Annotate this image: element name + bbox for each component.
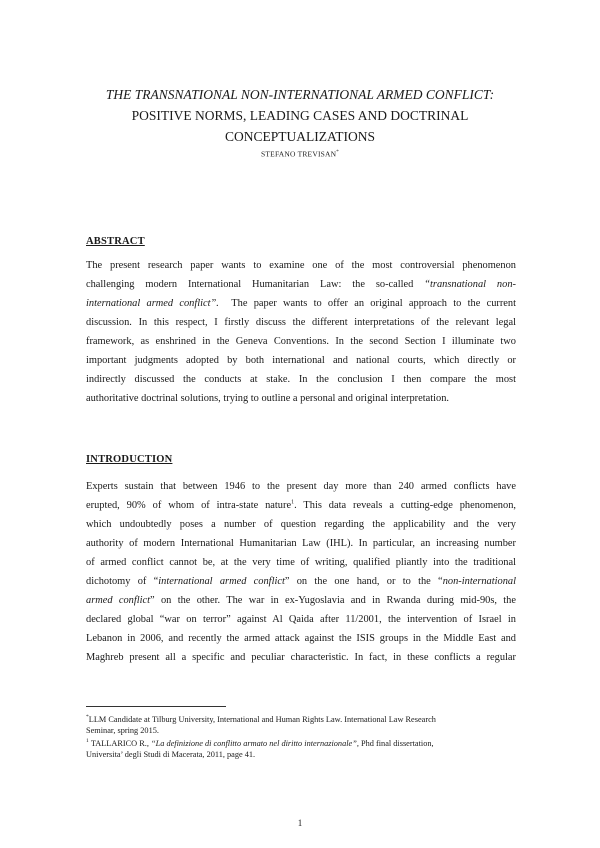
paper-title-line-2: POSITIVE NORMS, LEADING CASES AND DOCTRINAL <box>131 108 469 123</box>
footnote-separator <box>86 706 226 707</box>
intro-text: dichotomy of “ <box>86 576 159 587</box>
footnote-1-mark: 1 <box>86 737 89 744</box>
abstract-line: indirectly discussed the conducts at stake. In the conclusion I then compare the most <box>86 374 516 385</box>
title-block <box>60 84 540 160</box>
abstract-heading: ABSTRACT <box>86 236 145 247</box>
footnote-ref-1[interactable]: 1 <box>291 499 295 506</box>
footnote-1-continued: Universita’ degli Studi di Macerata, 2011, page 41. <box>86 749 256 759</box>
intro-line: authority of modern International Humanitarian Law (IHL). In particular, an increasing number <box>86 538 516 549</box>
paper-title-line-3: CONCEPTUALIZATIONS <box>225 129 375 144</box>
footnote-star-continued: Seminar, spring 2015. <box>86 725 159 735</box>
intro-line: Experts sustain that between 1946 to the present day more than 240 armed conflicts have <box>86 481 516 492</box>
intro-text: ” on the one hand, or to the “ <box>284 576 443 587</box>
intro-line <box>86 496 516 515</box>
footnote-1-separator: , <box>146 738 152 748</box>
abstract-text: challenging modern International Humanitarian Law: the so-called <box>86 279 425 290</box>
abstract-text: The paper wants to offer an original approach to the current <box>218 298 516 309</box>
abstract-line: discussion. In this respect, I firstly discuss the different interpretations of the relevant legal <box>86 317 516 328</box>
footnote-star <box>86 712 516 725</box>
abstract-line: important judgments adopted by both international and national courts, which directly or <box>86 355 516 366</box>
intro-text: ” on the other. The war in ex-Yugoslavia and in Rwanda during mid-90s, the <box>150 595 516 606</box>
intro-line: Lebanon in 2006, and recently the armed attack against the ISIS groups in the Middle East and <box>86 633 516 644</box>
intro-italic-term: armed conflict <box>86 595 151 606</box>
footnote-star-text: LLM Candidate at Tilburg University, International and Human Rights Law. International Law Research <box>88 714 436 724</box>
abstract-line <box>86 275 516 294</box>
footnote-1-text: , Phd final dissertation, <box>356 738 434 748</box>
intro-line <box>86 572 516 591</box>
introduction-heading: INTRODUCTION <box>86 454 173 465</box>
abstract-line: The present research paper wants to examine one of the most controversial phenomenon <box>86 260 516 271</box>
intro-text: erupted, 90% of whom of intra-state nature <box>86 500 292 511</box>
abstract-line: authoritative doctrinal solutions, trying to outline a personal and original interpretation. <box>86 393 450 404</box>
intro-line <box>86 591 516 610</box>
intro-text: . This data reveals a cutting-edge phenomenon, <box>294 500 516 511</box>
footnotes <box>86 712 516 760</box>
author-line <box>60 148 540 160</box>
abstract-italic-term: international armed conflict”. <box>86 298 219 309</box>
intro-line: Maghreb present all a specific and peculiar characteristic. In fact, in these conflicts a regular <box>86 652 516 663</box>
abstract-paragraph <box>86 256 516 408</box>
intro-line: declared global “war on terror” against Al Qaida after 11/2001, the intervention of Israel in <box>86 614 516 625</box>
intro-line: of armed conflict cannot be, at the very time of writing, qualified pliantly into the traditional <box>86 557 516 568</box>
intro-line: which undoubtedly poses a number of question regarding the applicability and the very <box>86 519 516 530</box>
intro-italic-term: non-international <box>442 576 516 587</box>
intro-italic-term: international armed conflict <box>158 576 285 587</box>
page-number: 1 <box>297 818 303 828</box>
author-footnote-mark: * <box>336 150 339 155</box>
abstract-line: framework, as enshrined in the Geneva Conventions. In the second Section I illuminate two <box>86 336 516 347</box>
paper-title-line-1: THE TRANSNATIONAL NON-INTERNATIONAL ARMED CONFLICT: <box>105 87 495 102</box>
footnote-star-mark: * <box>86 714 89 720</box>
footnote-1 <box>86 736 516 749</box>
author-name: STEFANO TREVISAN <box>261 149 337 159</box>
footnote-1-title: “La definizione di conflitto armato nel diritto internazionale” <box>151 738 357 748</box>
footnote-1-author: TALLARICO R. <box>90 738 147 748</box>
abstract-italic-term: “transnational non- <box>424 279 516 290</box>
abstract-line <box>86 294 516 313</box>
introduction-paragraph <box>86 477 516 667</box>
